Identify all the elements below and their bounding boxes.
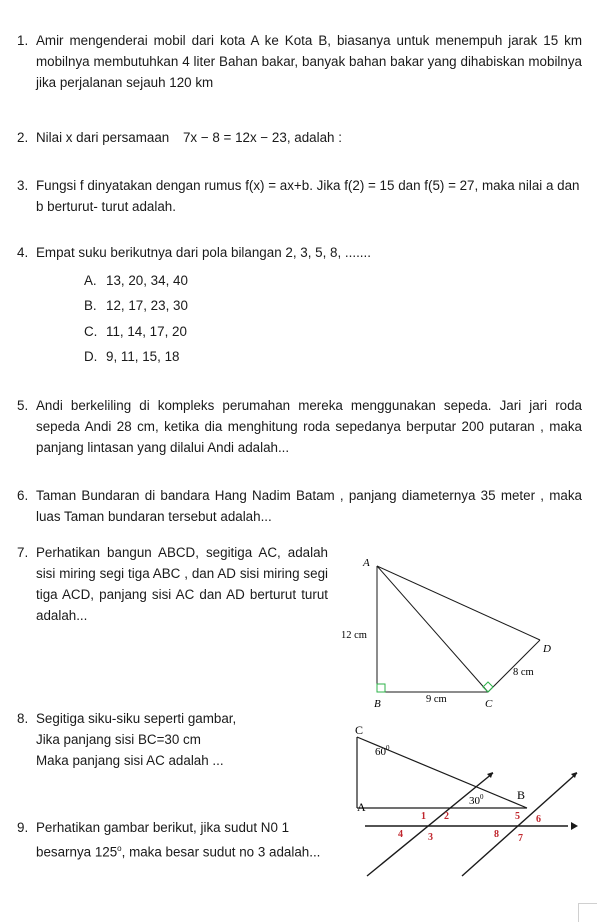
question-text (36, 127, 582, 148)
angle-number-4: 4 (398, 829, 403, 840)
question-number: 8. (17, 711, 29, 726)
question-line-2: Jika panjang sisi BC=30 cm (36, 732, 201, 747)
page-corner-mark (578, 903, 597, 922)
angle-number-5: 5 (515, 811, 520, 822)
side-ab-length: 12 cm (341, 630, 367, 641)
condition-2: f(5) = 27 (424, 178, 475, 193)
angle-value: 125 (94, 844, 118, 860)
question-text (36, 708, 336, 771)
angle-number-7: 7 (518, 833, 523, 844)
option-a (84, 271, 188, 291)
vertex-a-label: A (363, 557, 370, 569)
question-text: Andi berkeliling di kompleks perumahan mereka menggunakan sepeda. Jari jari roda sepeda Andi 28 cm, ketika dia menghitung roda sepedanya berputar 200 putaran , maka panjang lintasan yang dilalui Andi adalah... (36, 398, 582, 455)
triangle-vertex-b: B (517, 788, 526, 802)
question-text-b: , maka besar sudut no 3 adalah... (121, 844, 321, 860)
question-line-2 (36, 838, 356, 862)
transversal-1 (367, 773, 493, 876)
option-letter: B. (84, 298, 97, 313)
question-text-b: , adalah : (286, 130, 342, 145)
angle-b-label: $30^0$ (469, 793, 484, 807)
angle-number-1: 1 (421, 811, 426, 822)
option-value: 12, 17, 23, 30 (106, 298, 188, 313)
question-text-a: besarnya (36, 844, 92, 860)
question-text-a: Nilai x dari persamaan (36, 130, 170, 145)
question-text (36, 817, 356, 862)
option-value: 9, 11, 15, 18 (106, 349, 180, 364)
option-value: 11, 14, 17, 20 (106, 324, 187, 339)
vertex-b-label: B (374, 698, 381, 710)
triangle-vertex-c: C (355, 723, 364, 737)
right-angle-mark-b (377, 684, 385, 692)
option-letter: A. (84, 273, 97, 288)
option-value: 13, 20, 34, 40 (106, 273, 188, 288)
question-number: 2. (17, 130, 29, 145)
angle-c-label: $60^0$ (375, 744, 390, 758)
triangle-vertex-a: A (357, 800, 366, 814)
question-line-1: Segitiga siku-siku seperti gambar, (36, 711, 237, 726)
question-number: 1. (17, 33, 29, 48)
condition-1: f(2) = 15 (344, 178, 395, 193)
question-line-1: Perhatikan gambar berikut, jika sudut N0 1 (36, 820, 290, 835)
angle-number-8: 8 (494, 829, 499, 840)
right-angle-mark-c (483, 682, 493, 692)
question-text (36, 175, 582, 217)
question-number: 5. (17, 398, 29, 413)
arrowhead-horizontal (571, 822, 578, 830)
question-text-c: dan (398, 178, 421, 193)
question-text: Amir mengenderai mobil dari kota A ke Kota B, biasanya untuk menempuh jarak 15 km mobilnya membutuhkan 4 liter Bahan bakar, banyak bahan bakar yang dihabiskan mobilnya jika perjalanan sejauh 120 km (36, 33, 582, 90)
question-text: Taman Bundaran di bandara Hang Nadim Batam , panjang diameternya 35 meter , maka luas Taman bundaran tersebut adalah... (36, 488, 582, 524)
question-text: Empat suku berikutnya dari pola bilangan 2, 3, 5, 8, ....... (36, 245, 371, 260)
option-b (84, 296, 188, 316)
angle-number-6: 6 (536, 814, 541, 825)
equation: 7x − 8 = 12x − 23 (182, 130, 287, 145)
option-letter: D. (84, 349, 98, 364)
question-text-a: Fungsi f dinyatakan dengan rumus (36, 178, 242, 193)
question-text-d: , maka nilai a dan b berturut- turut adalah. (36, 178, 580, 214)
option-letter: C. (84, 324, 98, 339)
question-number: 3. (17, 178, 29, 193)
side-bc-length: 9 cm (426, 694, 447, 705)
vertex-c-label: C (485, 698, 493, 710)
option-d (84, 347, 179, 367)
triangle-and-parallel-lines-figure (335, 718, 597, 888)
angle-number-3: 3 (428, 832, 433, 843)
question-number: 6. (17, 488, 29, 503)
question-number: 9. (17, 820, 29, 835)
question-text-b: . Jika (309, 178, 341, 193)
side-cd-length: 8 cm (513, 667, 534, 678)
degree-sign: o (117, 844, 122, 853)
question-text: Perhatikan bangun ABCD, segitiga AC, adalah sisi miring segi tiga ABC , dan AD sisi miring segi tiga ACD, panjang sisi AC dan AD berturut turut adalah... (36, 545, 328, 623)
question-line-3: Maka panjang sisi AC adalah ... (36, 753, 224, 768)
vertex-d-label: D (543, 643, 551, 655)
question-number: 4. (17, 245, 29, 260)
angle-number-2: 2 (444, 811, 449, 822)
question-number: 7. (17, 545, 29, 560)
function-formula: f(x) = ax+b (245, 178, 310, 193)
quadrilateral-abcd-figure (330, 552, 560, 712)
option-c (84, 322, 187, 342)
